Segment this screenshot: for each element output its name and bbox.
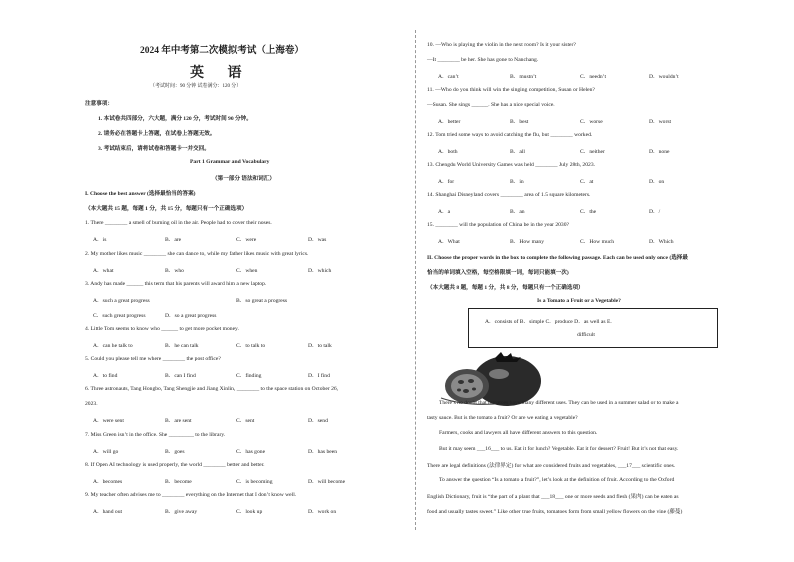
q3-option-b[interactable]: B．so great a progress [236,298,288,304]
right-column [415,0,794,562]
q12-option-b[interactable]: B．all [510,149,525,155]
passage-line: There are legal definitions (法律界定) for what are considered fruits and vegetables, ___17___ scientific ones. [427,463,676,469]
q10-option-a[interactable]: A．can’t [438,74,459,80]
q14-option-c[interactable]: C．the [580,209,597,215]
question-2: 2. My mother likes music ________ she can dance to, while my father likes music with great lyrics. [85,251,309,257]
passage-line: food and usually tastes sweet.” Like other true fruits, tomatoes form from small yellow flowers on the vine (藤蔓) [427,509,683,515]
q4-option-c[interactable]: C．to talk to [236,343,266,349]
question-14: 14. Shanghai Disneyland covers ________ area of 1.5 square kilometers. [427,192,591,198]
q13-option-d[interactable]: D．on [649,179,665,185]
q2-option-a[interactable]: A．what [93,268,114,274]
q5-option-c[interactable]: C．finding [236,373,262,379]
q1-option-c[interactable]: C．were [236,237,257,243]
q15-option-d[interactable]: D．Which [649,239,674,245]
q15-option-c[interactable]: C．How much [580,239,615,245]
q15-option-a[interactable]: A．What [438,239,460,245]
passage-line: There’s no doubt that tomatoes have many different uses. They can be used in a summer salad or to make a [439,400,679,406]
passage-line: Farmers, cooks and lawyers all have different answers to this question. [439,430,598,436]
passage-line: But it may seem ___16___ to us. Eat it for lunch? Vegetable. Eat it for dessert? Fruit! But it’s not that easy. [439,446,679,452]
q4-option-a[interactable]: A．can he talk to [93,343,133,349]
q7-option-d[interactable]: D．has been [308,449,338,455]
q10-option-d[interactable]: D．wouldn’t [649,74,679,80]
question-12: 12. Tom tried some ways to avoid catching the flu, but ________ worked. [427,132,593,138]
q5-option-b[interactable]: B．can I find [165,373,196,379]
word-box [468,308,718,348]
q3-option-a[interactable]: A．such a great progress [93,298,150,304]
q9-option-d[interactable]: D．work on [308,509,337,515]
q7-option-a[interactable]: A．will go [93,449,119,455]
q5-option-a[interactable]: A．to find [93,373,118,379]
q11-option-a[interactable]: A．better [438,119,461,125]
q13-option-a[interactable]: A．for [438,179,455,185]
question-6: 6. Three astronauts, Tang Hongbo, Tang Shengjie and Jiang Xinlin, ________ to the space station on October 26, [85,386,339,392]
q15-option-b[interactable]: B．How many [510,239,545,245]
section2-desc: （本大题共 8 题，每题 1 分，共 8 分，每题只有一个正确选项） [427,285,584,291]
q2-option-c[interactable]: C．when [236,268,258,274]
passage-line: English Dictionary, fruit is “the part of a plant that ___18___ one or more seeds and flesh (果肉) can be eaten as [427,494,679,500]
section1-title: I. Choose the best answer (选择最恰当的答案) [85,191,196,197]
exam-title: 2024 年中考第二次模拟考试（上海卷） [140,46,304,56]
q4-option-b[interactable]: B．he can talk [165,343,199,349]
question-11: 11. —Who do you think will win the singing competition, Susan or Helen? [427,87,595,93]
q8-option-c[interactable]: C．is becoming [236,479,273,485]
q12-option-a[interactable]: A．both [438,149,458,155]
q5-option-d[interactable]: D．I find [308,373,330,379]
q10-option-b[interactable]: B．mustn’t [510,74,537,80]
section1-desc: （本大题共 15 题，每题 1 分，共 15 分，每题只有一个正确选项） [85,206,248,212]
q14-option-b[interactable]: B．an [510,209,525,215]
q10-option-c[interactable]: C．needn’t [580,74,606,80]
q14-option-a[interactable]: A．a [438,209,451,215]
section2-title: II. Choose the proper words in the box to complete the following passage. Each can be used only once (选择最 [427,255,688,261]
word-box-line-1: A．consists of B．simple C．produce D．as well as E. [485,319,612,325]
q6-option-c[interactable]: C．sent [236,418,255,424]
question-1: 1. There ________ a smell of burning oil in the air. People had to cover their noses. [85,220,272,226]
q8-option-a[interactable]: A．becomes [93,479,123,485]
subject-title: 英 语 [190,66,252,81]
question-10-cont: —It ________ be her. She has gone to Nanchang. [427,57,539,63]
passage-line: To answer the question “Is a tomato a fruit?”, let’s look at the definition of fruit. According to the Oxford [439,477,675,483]
word-box-line-2: difficult [577,332,595,338]
q11-option-c[interactable]: C．worse [580,119,603,125]
q4-option-d[interactable]: D．to talk [308,343,332,349]
q2-option-b[interactable]: B．who [165,268,184,274]
passage-line: tasty sauce. But is the tomato a fruit? Or are we eating a vegetable? [427,415,578,421]
question-7: 7. Miss Green isn’t in the office. She _________ to the library. [85,432,226,438]
q8-option-d[interactable]: D．will become [308,479,346,485]
q13-option-b[interactable]: B．in [510,179,524,185]
q3-option-c[interactable]: C．such great progress [93,313,146,319]
q11-option-b[interactable]: B．best [510,119,529,125]
q3-option-d[interactable]: D．so a great progress [165,313,217,319]
q7-option-c[interactable]: C．has gone [236,449,266,455]
note-item: 2. 请务必在答题卡上答题，在试卷上答题无效。 [98,131,216,137]
q11-option-d[interactable]: D．worst [649,119,672,125]
q6-option-d[interactable]: D．send [308,418,328,424]
q2-option-d[interactable]: D．which [308,268,332,274]
question-11-cont: —Susan. She sings ______. She has a nice special voice. [427,102,555,108]
question-10: 10. —Who is playing the violin in the next room? Is it your sister? [427,42,576,48]
q9-option-a[interactable]: A．hand out [93,509,123,515]
part1-title: Part 1 Grammar and Vocabulary [190,159,270,165]
passage-title: Is a Tomato a Fruit or a Vegetable? [537,298,621,304]
question-5: 5. Could you please tell me where ________ the post office? [85,356,221,362]
notes-heading: 注意事项： [85,101,113,107]
q6-option-a[interactable]: A．were sent [93,418,124,424]
question-3: 3. Andy has made ______ this term that his parents will award him a new laptop. [85,281,267,287]
q8-option-b[interactable]: B．become [165,479,192,485]
q9-option-b[interactable]: B．give away [165,509,198,515]
question-13: 13. Chengdu World University Games was held ________ July 28th, 2023. [427,162,596,168]
q12-option-d[interactable]: D．none [649,149,670,155]
q14-option-d[interactable]: D．/ [649,209,661,215]
question-6-cont: 2023. [85,401,98,407]
section2-title-cont: 恰当的单词填入空格，每空格限填一词，每词只能填一次) [427,270,569,276]
question-4: 4. Little Tom seems to know who ______ to get more pocket money. [85,326,239,332]
note-item: 1. 本试卷共四部分，六大题，满分 120 分，考试时间 90 分钟。 [98,116,252,122]
exam-info: （考试时间：90 分钟 试卷满分：120 分） [150,84,242,89]
q7-option-b[interactable]: B．goes [165,449,185,455]
q1-option-d[interactable]: D．was [308,237,327,243]
q13-option-c[interactable]: C．at [580,179,594,185]
q6-option-b[interactable]: B．are sent [165,418,192,424]
note-item: 3. 考试结束后，请将试卷和答题卡一并交回。 [98,146,210,152]
part1-subtitle: （第一部分 语法和词汇） [212,176,275,182]
q12-option-c[interactable]: C．neither [580,149,605,155]
question-8: 8. If Open AI technology is used properly, the world ________ better and better. [85,462,265,468]
q9-option-c[interactable]: C．look up [236,509,263,515]
q1-option-a[interactable]: A．is [93,237,107,243]
question-15: 15. ________ will the population of China be in the year 2030? [427,222,569,228]
q1-option-b[interactable]: B．are [165,237,182,243]
question-9: 9. My teacher often advises me to ________ everything on the Internet that I don’t know well. [85,492,297,498]
tomato-image [435,346,545,408]
